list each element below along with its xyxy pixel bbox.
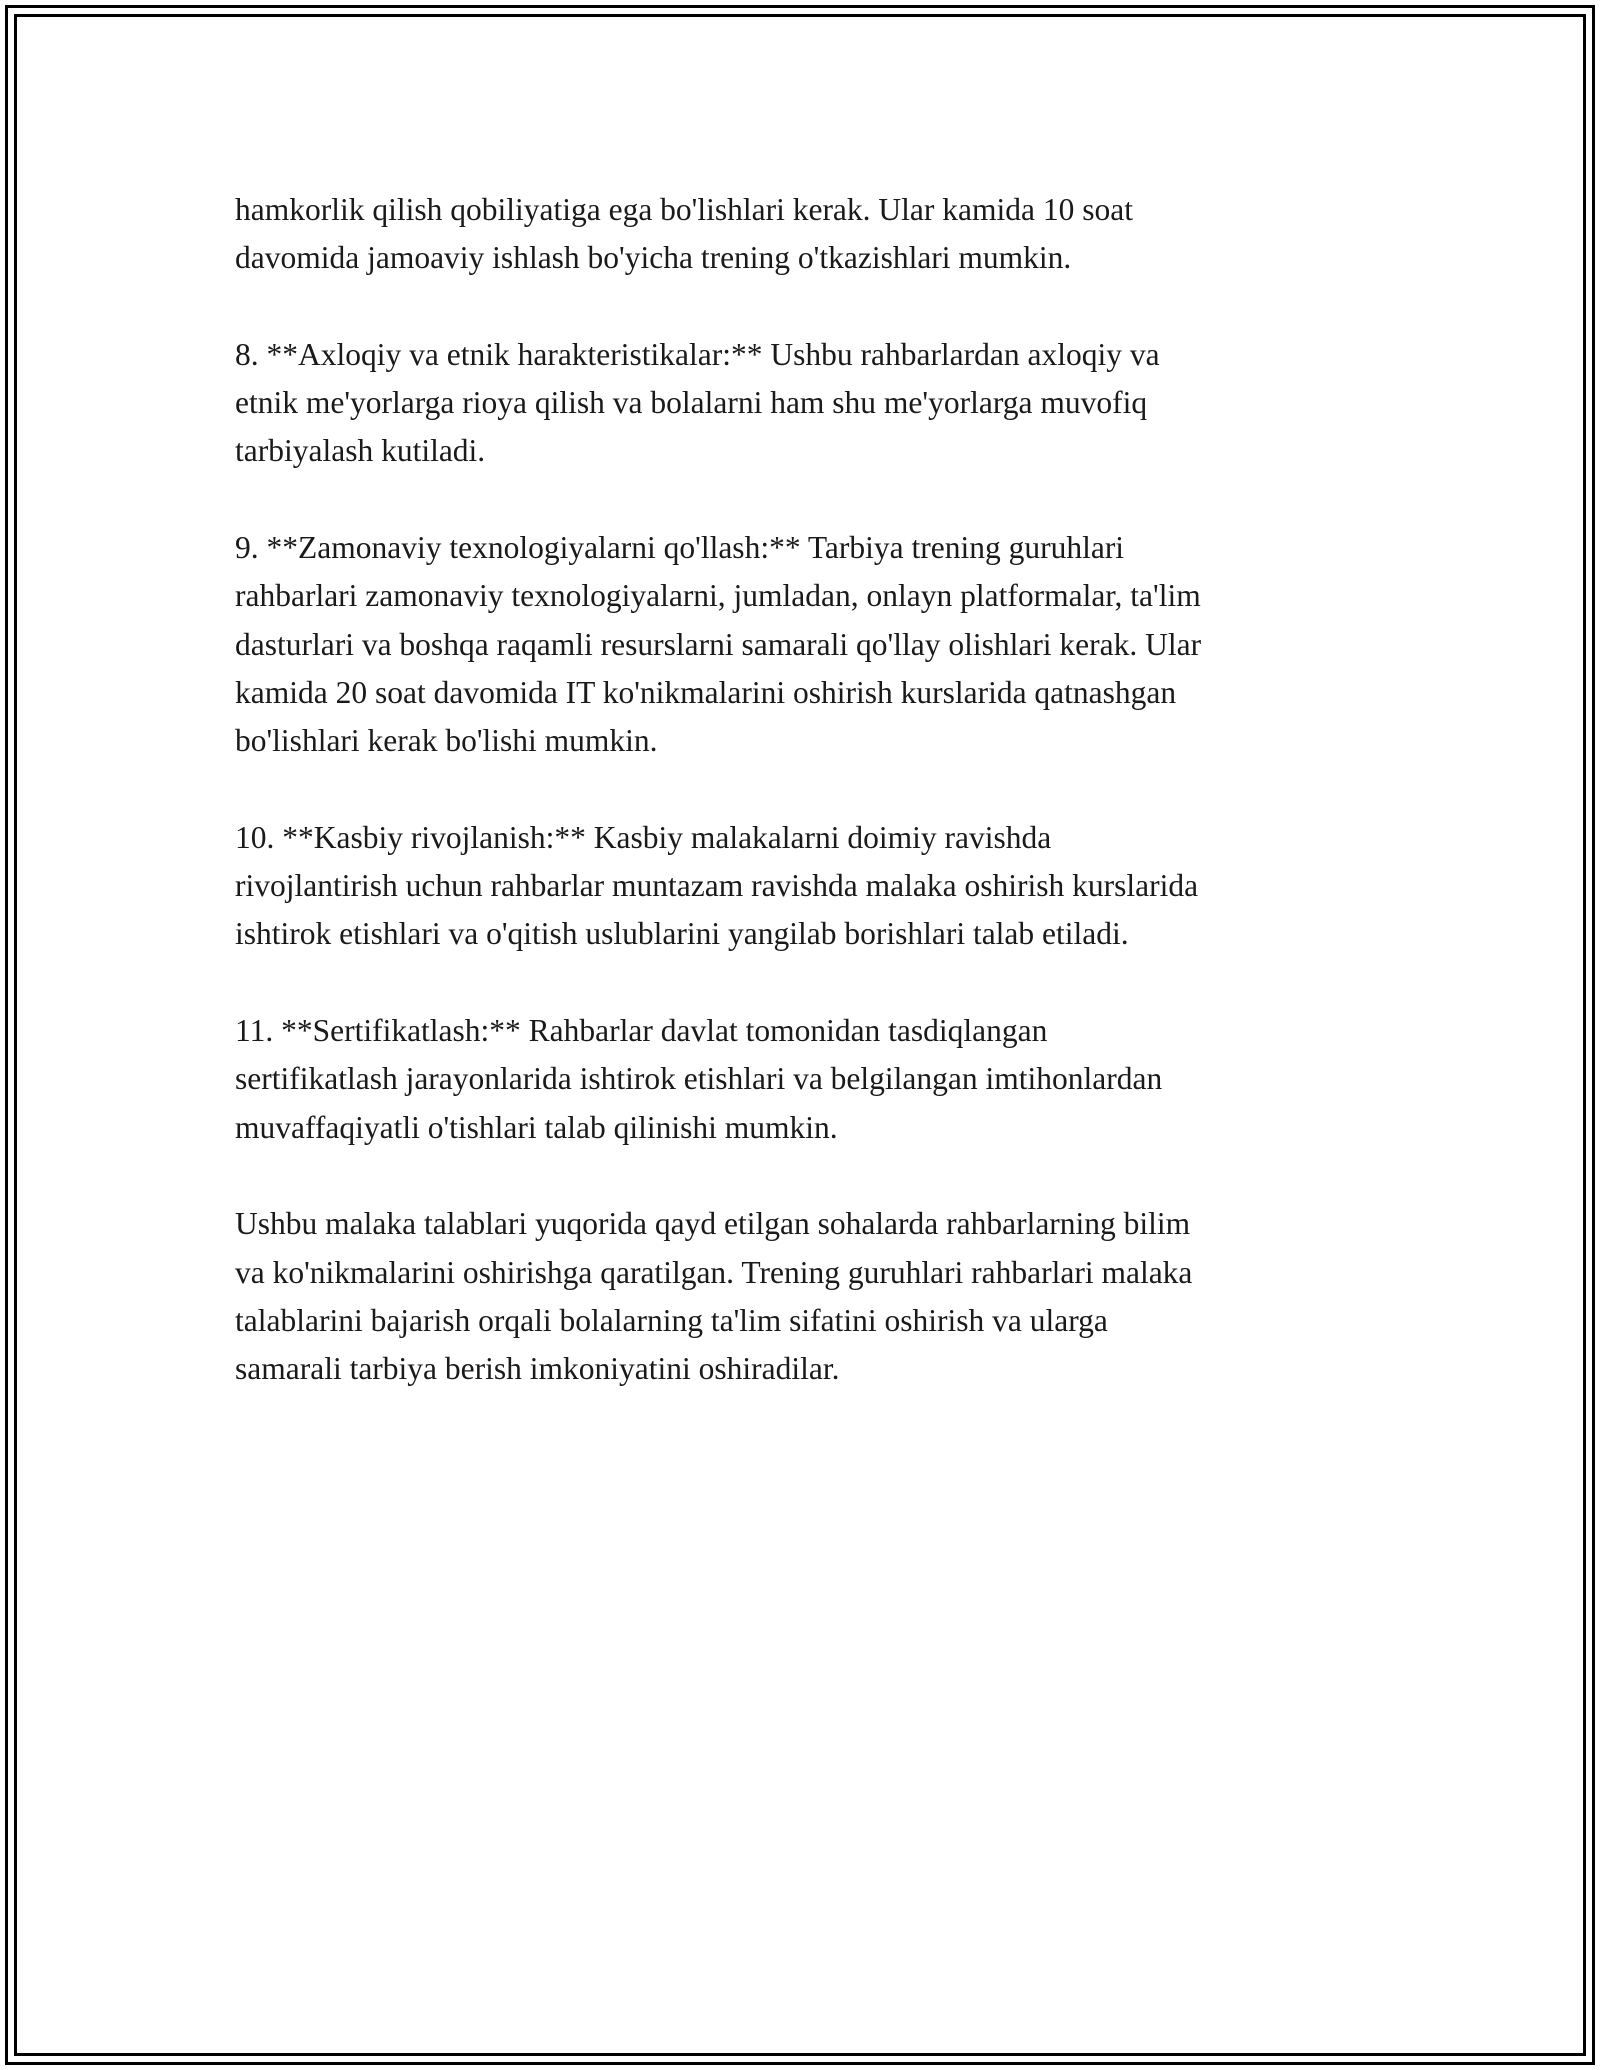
- paragraph-item-8-ethics: 8. **Axloqiy va etnik harakteristikalar:** Ushbu rahbarlardan axloqiy va etnik me'yorlarga rioya qilish va bolalarni ham shu me'yorlarga muvofiq tarbiyalash kutiladi.: [235, 336, 1160, 469]
- document-body: [235, 186, 1375, 1442]
- paragraph-teamwork-continuation: hamkorlik qilish qobiliyatiga ega bo'lishlari kerak. Ular kamida 10 soat davomida jamoaviy ishlash bo'yicha trening o'tkazishlari mumkin.: [235, 192, 1133, 276]
- paragraph-item-11-certification: 11. **Sertifikatlash:** Rahbarlar davlat tomonidan tasdiqlangan sertifikatlash jarayonlarida ishtirok etishlari va belgilangan imtihonlardan muvaffaqiyatli o'tishlari talab qilinishi mumkin.: [235, 1013, 1163, 1145]
- paragraph-conclusion: Ushbu malaka talablari yuqorida qayd etilgan sohalarda rahbarlarning bilim va ko'nikmalarini oshirishga qaratilgan. Trening guruhlari rahbarlari malaka talablarini bajarish orqali bolalarning ta'lim sifatini oshirish va ularga samarali tarbiya berish imkoniyatini oshiradilar.: [235, 1206, 1193, 1387]
- paragraph-item-10-professional-development: 10. **Kasbiy rivojlanish:** Kasbiy malakalarni doimiy ravishda rivojlantirish uchun rahbarlar muntazam ravishda malaka oshirish kurslarida ishtirok etishlari va o'qitish uslublarini yangilab borishlari talab etiladi.: [235, 819, 1199, 952]
- paragraph-item-9-technology: 9. **Zamonaviy texnologiyalarni qo'llash:** Tarbiya trening guruhlari rahbarlari zamonaviy texnologiyalarni, jumladan, onlayn platformalar, ta'lim dasturlari va boshqa raqamli resurslarni samarali qo'llay olishlari kerak. Ular kamida 20 soat davomida IT ko'nikmalarini oshirish kurslarida qatnashgan bo'lishlari kerak bo'lishi mumkin.: [235, 530, 1202, 759]
